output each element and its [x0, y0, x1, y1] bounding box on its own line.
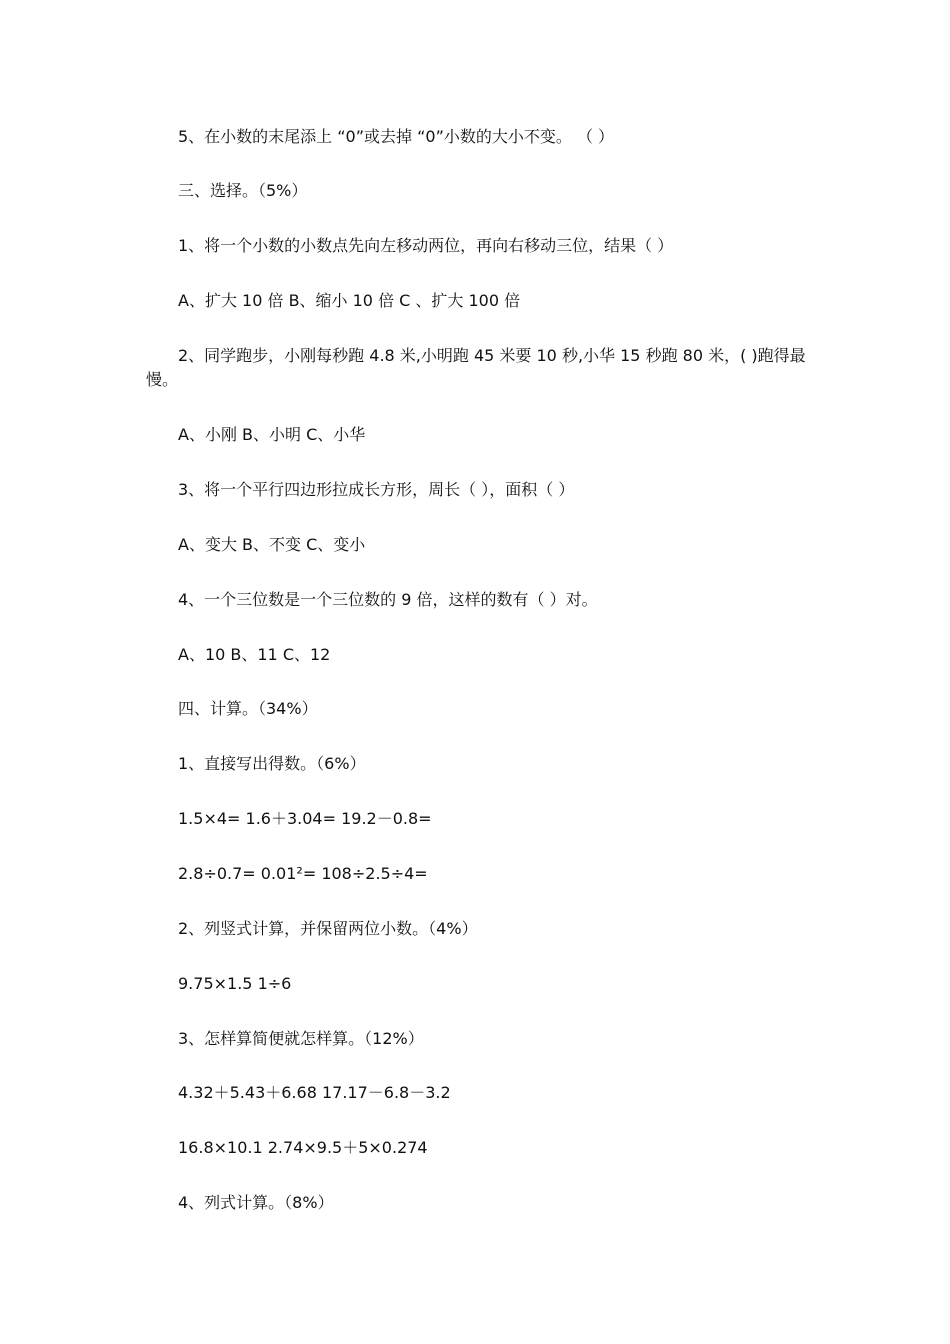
- calc-row-5: 16.8×10.1 2.74×9.5＋5×0.274: [178, 1138, 428, 1157]
- choice-question-4: 4、一个三位数是一个三位数的 9 倍，这样的数有（ ）对。: [178, 590, 598, 609]
- choice-question-2-line2: 慢。: [146, 370, 179, 389]
- calc-row-4: 4.32＋5.43＋6.68 17.17－6.8－3.2: [178, 1083, 451, 1102]
- choice-question-2: [146, 344, 814, 392]
- calc-row-1: 1.5×4= 1.6＋3.04= 19.2－0.8=: [178, 809, 432, 828]
- choice-options-1: A、扩大 10 倍 B、缩小 10 倍 C 、扩大 100 倍: [178, 291, 521, 310]
- choice-question-3: 3、将一个平行四边形拉成长方形，周长（ ），面积（ ）: [178, 480, 575, 499]
- section-heading-choice: 三、选择。（5%）: [178, 181, 308, 200]
- choice-options-4: A、10 B、11 C、12: [178, 645, 331, 664]
- calc-question-2: 2、列竖式计算，并保留两位小数。（4%）: [178, 919, 478, 938]
- choice-question-2-line1: 2、同学跑步，小刚每秒跑 4.8 米,小明跑 45 米要 10 秒,小华 15 秒跑 80 米，( )跑得最: [178, 346, 806, 365]
- choice-options-3: A、变大 B、不变 C、变小: [178, 535, 366, 554]
- calc-row-3: 9.75×1.5 1÷6: [178, 974, 292, 993]
- calc-question-1: 1、直接写出得数。（6%）: [178, 754, 366, 773]
- section-heading-calculation: 四、计算。（34%）: [178, 699, 318, 718]
- calc-row-2: 2.8÷0.7= 0.01²= 108÷2.5÷4=: [178, 864, 428, 883]
- question-true-false-5: 5、在小数的末尾添上 “0”或去掉 “0”小数的大小不变。 （ ）: [178, 127, 615, 146]
- calc-question-4: 4、列式计算。（8%）: [178, 1193, 334, 1212]
- choice-options-2: A、小刚 B、小明 C、小华: [178, 425, 366, 444]
- choice-question-1: 1、将一个小数的小数点先向左移动两位，再向右移动三位，结果（ ）: [178, 236, 674, 255]
- calc-question-3: 3、怎样算简便就怎样算。（12%）: [178, 1029, 424, 1048]
